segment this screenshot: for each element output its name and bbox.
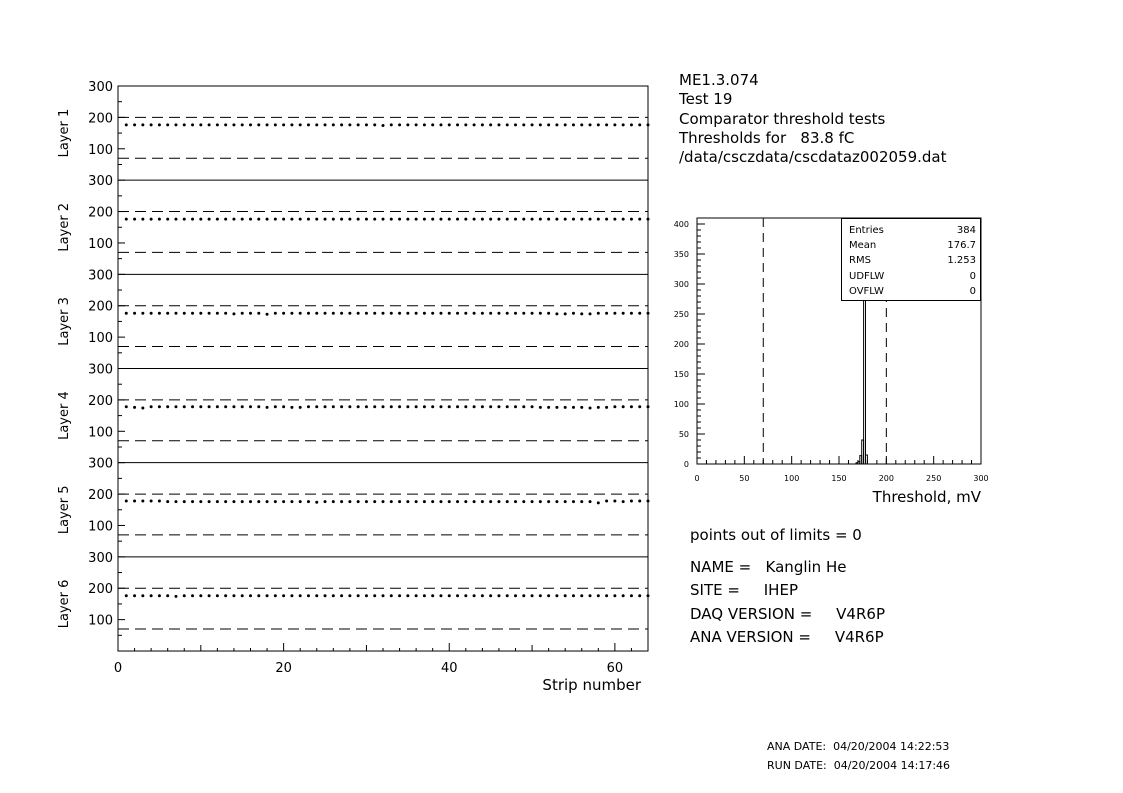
hist-y-tick-label: 100 (673, 400, 689, 409)
stats-row-rms: RMS 1.253 (849, 255, 976, 267)
date-stamps (767, 737, 950, 775)
y-tick-label: 300 (88, 550, 113, 566)
run-metadata (690, 524, 885, 650)
layer-label: Layer 5 (57, 485, 72, 535)
stats-box (841, 218, 981, 301)
hist-x-tick-label: 300 (973, 474, 989, 483)
hist-y-tick-label: 250 (673, 310, 689, 319)
x-tick-label: 20 (275, 661, 292, 677)
hist-x-tick-label: 0 (694, 474, 700, 483)
ana-version: ANA VERSION = V4R6P (690, 628, 884, 646)
stats-row-ovflw: OVFLW 0 (849, 285, 976, 297)
histogram-bin (864, 279, 866, 464)
layer-label: Layer 1 (57, 108, 72, 158)
hist-x-axis-title: Threshold, mV (872, 488, 981, 506)
y-tick-label: 200 (88, 582, 113, 598)
y-tick-label: 300 (88, 362, 113, 378)
y-tick-label: 300 (88, 456, 113, 472)
test-info (679, 71, 947, 167)
layer-label: Layer 6 (57, 579, 72, 629)
hist-x-tick-label: 250 (926, 474, 942, 483)
histogram-bin (866, 455, 868, 464)
hist-y-tick-label: 50 (678, 430, 689, 439)
hist-y-tick-label: 300 (673, 280, 689, 289)
hist-x-tick-label: 150 (831, 474, 847, 483)
hist-y-tick-label: 0 (683, 460, 689, 469)
hist-y-tick-label: 150 (673, 370, 689, 379)
y-tick-label: 100 (88, 519, 113, 535)
data-file-path: /data/csczdata/cscdataz002059.dat (679, 148, 947, 167)
y-tick-label: 100 (88, 142, 113, 158)
hist-x-tick-label: 200 (878, 474, 894, 483)
x-tick-label: 60 (606, 661, 624, 677)
chamber-id: ME1.3.074 (679, 71, 759, 89)
hist-y-tick-label: 400 (673, 220, 689, 229)
layer-label: Layer 4 (57, 391, 72, 440)
y-tick-label: 200 (88, 111, 113, 127)
y-tick-label: 100 (88, 236, 113, 252)
y-tick-label: 200 (88, 488, 113, 504)
operator-name: NAME = Kanglin He (690, 557, 847, 576)
hist-x-tick-label: 50 (739, 474, 750, 483)
hist-y-tick-label: 200 (673, 340, 689, 349)
y-tick-label: 200 (88, 393, 113, 409)
y-tick-label: 300 (88, 80, 113, 95)
daq-version: DAQ VERSION = V4R6P (690, 604, 885, 623)
y-tick-label: 200 (88, 299, 113, 315)
layer-label: Layer 2 (57, 202, 72, 252)
x-axis-title: Strip number (542, 676, 641, 695)
y-tick-label: 300 (88, 268, 113, 284)
stats-row-entries: Entries 384 (849, 225, 976, 236)
test-number: Test 19 (679, 90, 733, 109)
y-tick-label: 300 (88, 174, 113, 190)
hist-y-tick-label: 350 (673, 250, 689, 259)
x-tick-label: 40 (440, 661, 458, 677)
x-tick-label: 0 (113, 661, 123, 677)
test-name: Comparator threshold tests (679, 109, 886, 128)
run-date: RUN DATE: 04/20/2004 14:17:46 (767, 759, 951, 772)
ana-date: ANA DATE: 04/20/2004 14:22:53 (767, 740, 950, 753)
layer-label: Layer 3 (57, 297, 72, 346)
stats-row-mean: Mean 176.7 (849, 240, 976, 252)
y-tick-label: 100 (88, 331, 113, 347)
stats-row-udflw: UDFLW 0 (849, 270, 976, 282)
y-tick-label: 100 (88, 425, 113, 441)
threshold-charge: Thresholds for 83.8 fC (679, 128, 855, 147)
points-out-of-limits: points out of limits = 0 (690, 526, 862, 544)
hist-x-tick-label: 100 (784, 474, 800, 483)
y-tick-label: 200 (88, 205, 113, 221)
y-tick-label: 100 (88, 613, 113, 629)
site: SITE = IHEP (690, 581, 798, 599)
